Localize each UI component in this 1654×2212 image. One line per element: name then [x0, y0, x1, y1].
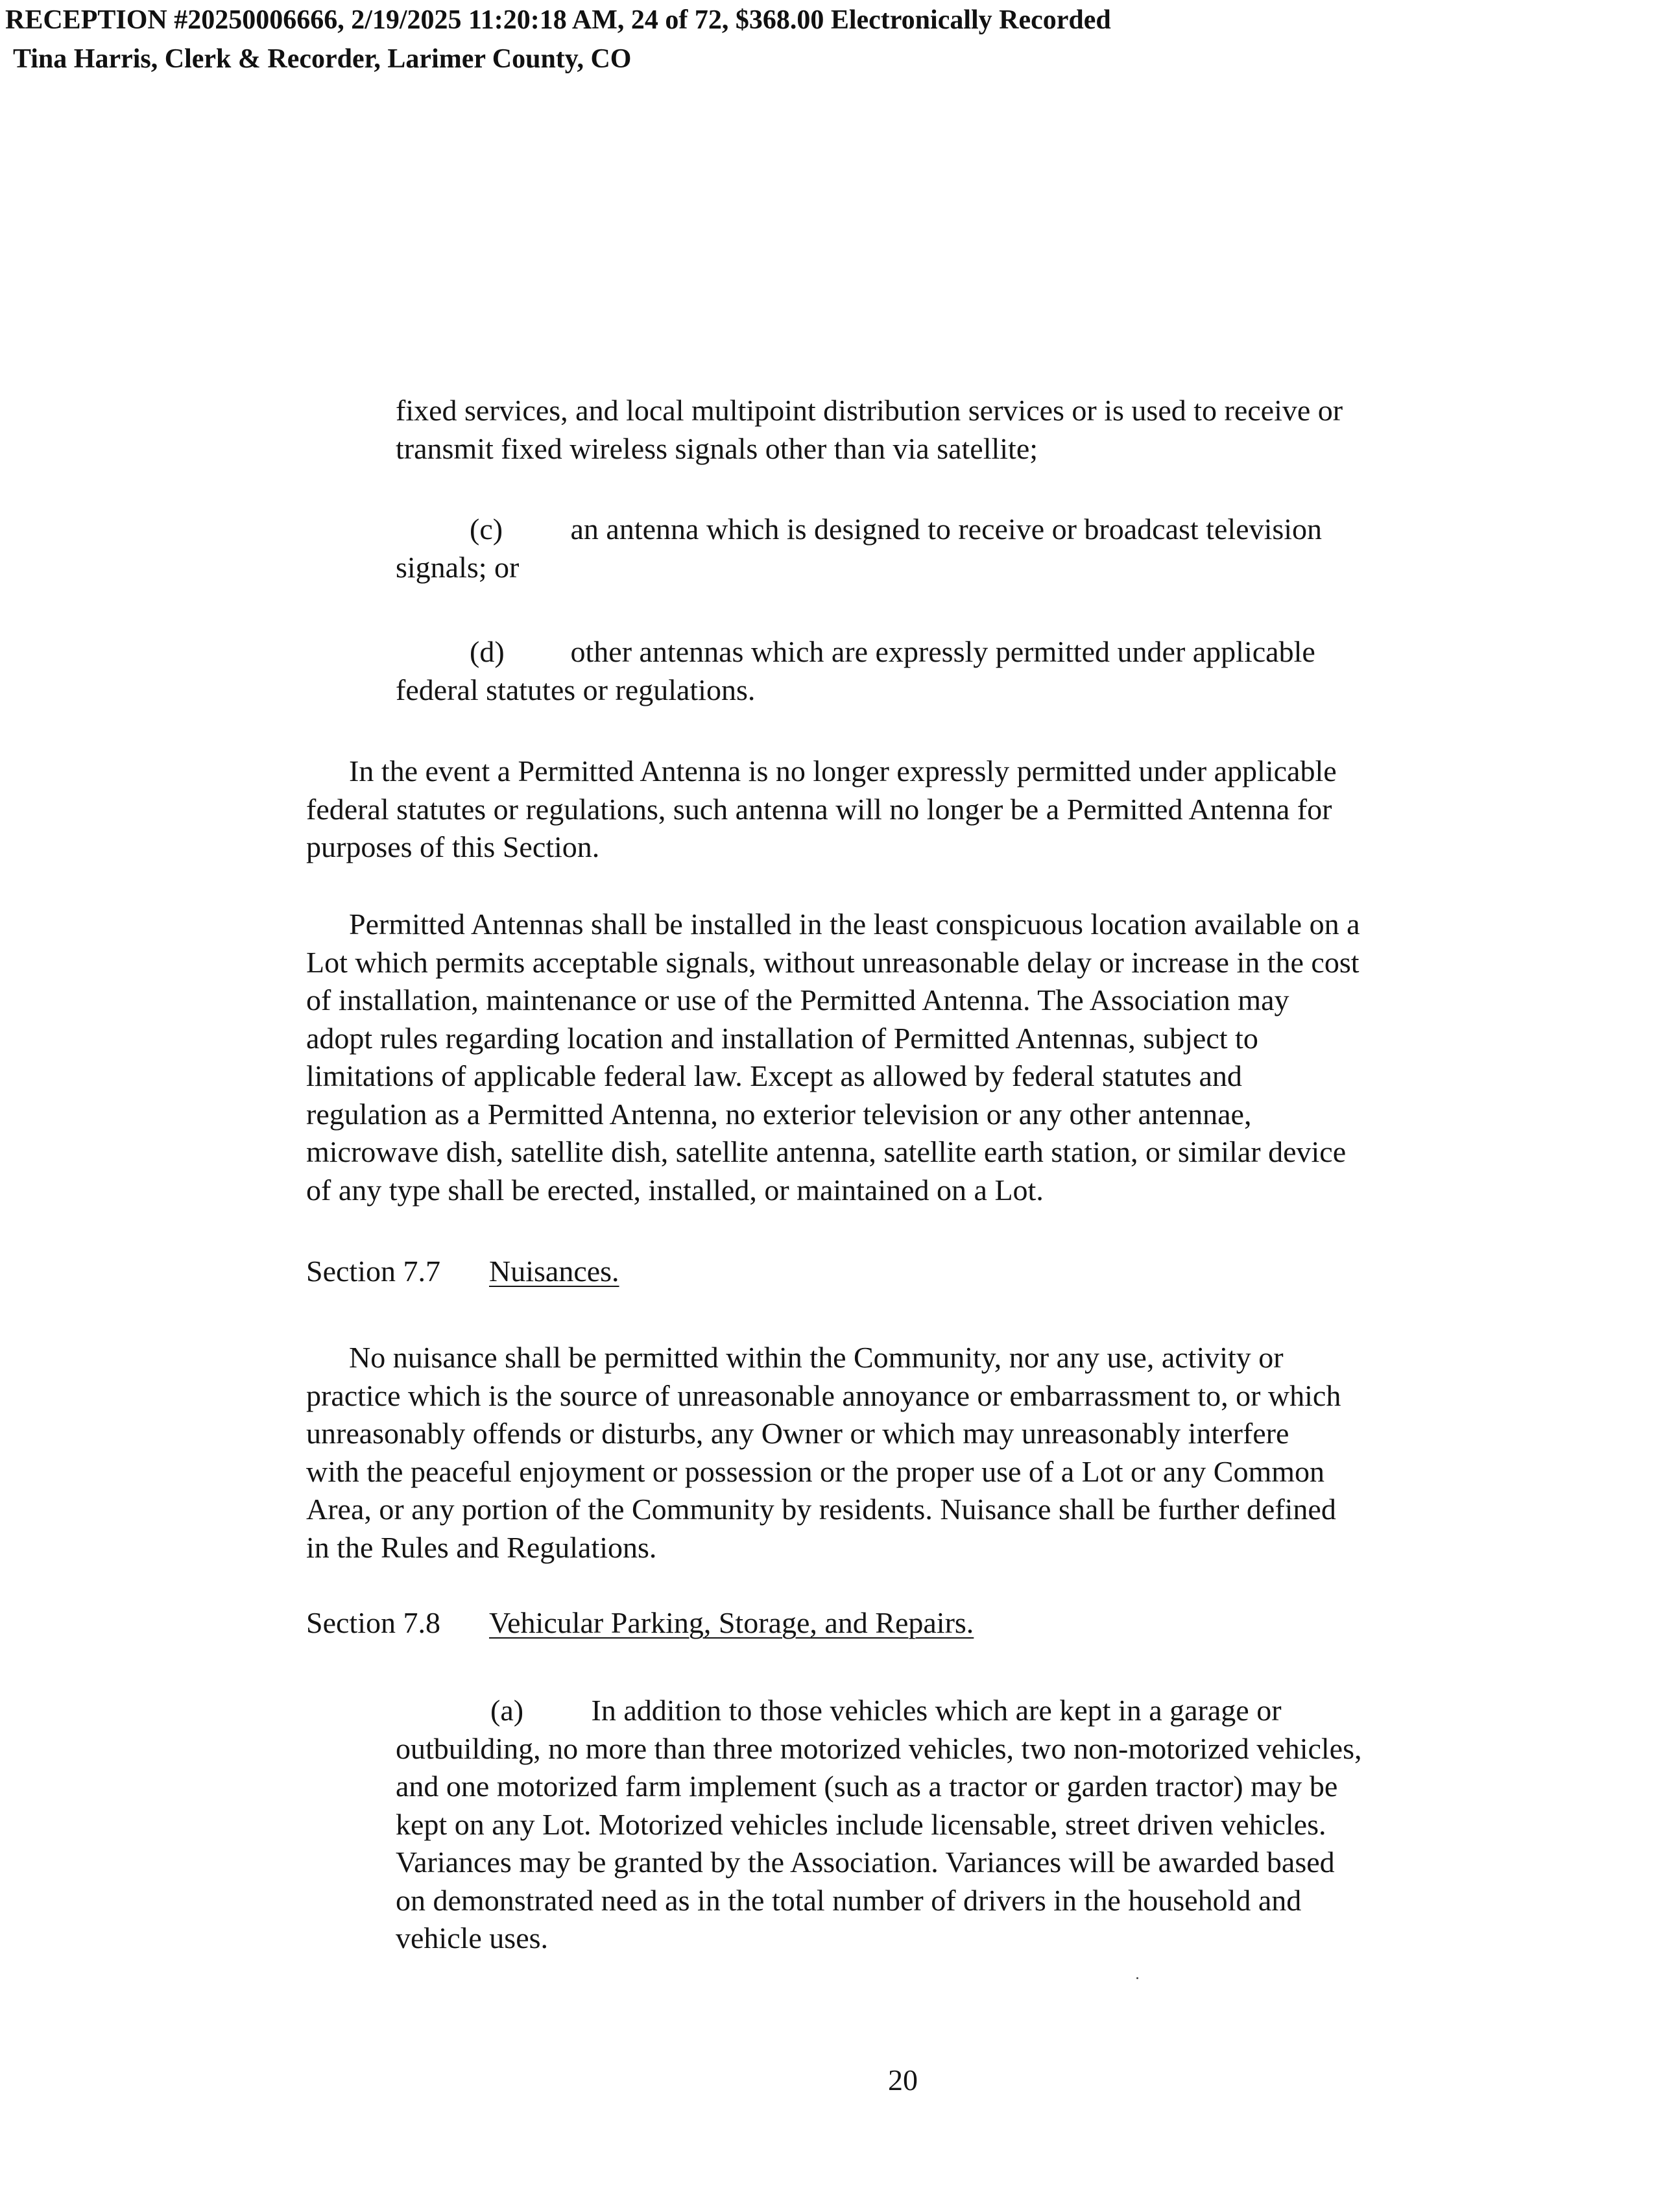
text-line: of any type shall be erected, installed, or maintained on a Lot. [306, 1173, 1044, 1207]
section-number: Section 7.8 [306, 1606, 440, 1639]
text-line: vehicle uses. [396, 1921, 549, 1954]
list-item-c [396, 511, 1322, 586]
section-7-8-heading [306, 1604, 974, 1642]
paragraph-permitted-antenna-event [306, 752, 1337, 867]
text-line: on demonstrated need as in the total number of drivers in the household and [396, 1883, 1302, 1917]
section-title: Nuisances. [489, 1255, 619, 1288]
text-line: In addition to those vehicles which are kept in a garage or [591, 1694, 1282, 1727]
text-line: Permitted Antennas shall be installed in the least conspicuous location available on a [349, 908, 1360, 941]
text-line: federal statutes or regulations, such antenna will no longer be a Permitted Antenna for [306, 792, 1332, 826]
text-line: federal statutes or regulations. [396, 673, 756, 706]
section-7-7-heading [306, 1253, 619, 1290]
text-line: and one motorized farm implement (such as a tractor or garden tractor) may be [396, 1770, 1338, 1803]
recording-stamp-line-1: RECEPTION #20250006666, 2/19/2025 11:20:18 AM, 24 of 72, $368.00 Electronically Recorded [5, 5, 1111, 35]
text-line: purposes of this Section. [306, 830, 600, 863]
text-line: with the peaceful enjoyment or possession or the proper use of a Lot or any Common [306, 1454, 1325, 1488]
section-title: Vehicular Parking, Storage, and Repairs. [489, 1606, 974, 1639]
text-line: kept on any Lot. Motorized vehicles include licensable, street driven vehicles. [396, 1807, 1326, 1841]
text-line: In the event a Permitted Antenna is no longer expressly permitted under applicable [349, 754, 1337, 787]
list-item-label: (c) [470, 512, 503, 546]
text-line: an antenna which is designed to receive or broadcast television [570, 512, 1323, 546]
paragraph-nuisance [306, 1339, 1341, 1567]
text-line: Variances may be granted by the Association. Variances will be awarded based [396, 1845, 1335, 1879]
text-line: fixed services, and local multipoint distribution services or is used to receive or [396, 394, 1343, 427]
text-line: regulation as a Permitted Antenna, no exterior television or any other antennae, [306, 1097, 1252, 1131]
text-line: transmit fixed wireless signals other than via satellite; [396, 431, 1038, 465]
paragraph-b-continuation [396, 392, 1343, 468]
recording-stamp-line-2: Tina Harris, Clerk & Recorder, Larimer County, CO [13, 44, 632, 74]
page-number: 20 [888, 2063, 918, 2097]
text-line: Lot which permits acceptable signals, without unreasonable delay or increase in the cost [306, 945, 1360, 979]
text-line: limitations of applicable federal law. Except as allowed by federal statutes and [306, 1059, 1242, 1092]
text-line: of installation, maintenance or use of the Permitted Antenna. The Association may [306, 983, 1289, 1016]
scan-speck [1136, 1977, 1138, 1979]
text-line: No nuisance shall be permitted within the Community, nor any use, activity or [349, 1341, 1284, 1374]
footer-code-artifact [304, 2139, 472, 2145]
text-line: other antennas which are expressly permitted under applicable [570, 635, 1315, 668]
text-line: outbuilding, no more than three motorized vehicles, two non-motorized vehicles, [396, 1731, 1362, 1765]
section-number: Section 7.7 [306, 1255, 440, 1288]
paragraph-permitted-antennas-installation [306, 906, 1360, 1209]
text-line: microwave dish, satellite dish, satellite antenna, satellite earth station, or similar device [306, 1135, 1347, 1168]
list-item-a [396, 1692, 1362, 1958]
text-line: signals; or [396, 550, 520, 584]
list-item-d [396, 633, 1315, 709]
text-line: Area, or any portion of the Community by residents. Nuisance shall be further defined [306, 1493, 1336, 1526]
list-item-label: (d) [470, 635, 505, 668]
text-line: in the Rules and Regulations. [306, 1530, 657, 1564]
text-line: practice which is the source of unreasonable annoyance or embarrassment to, or which [306, 1378, 1341, 1412]
list-item-label: (a) [490, 1694, 524, 1727]
text-line: unreasonably offends or disturbs, any Owner or which may unreasonably interfere [306, 1417, 1289, 1450]
text-line: adopt rules regarding location and installation of Permitted Antennas, subject to [306, 1021, 1258, 1055]
